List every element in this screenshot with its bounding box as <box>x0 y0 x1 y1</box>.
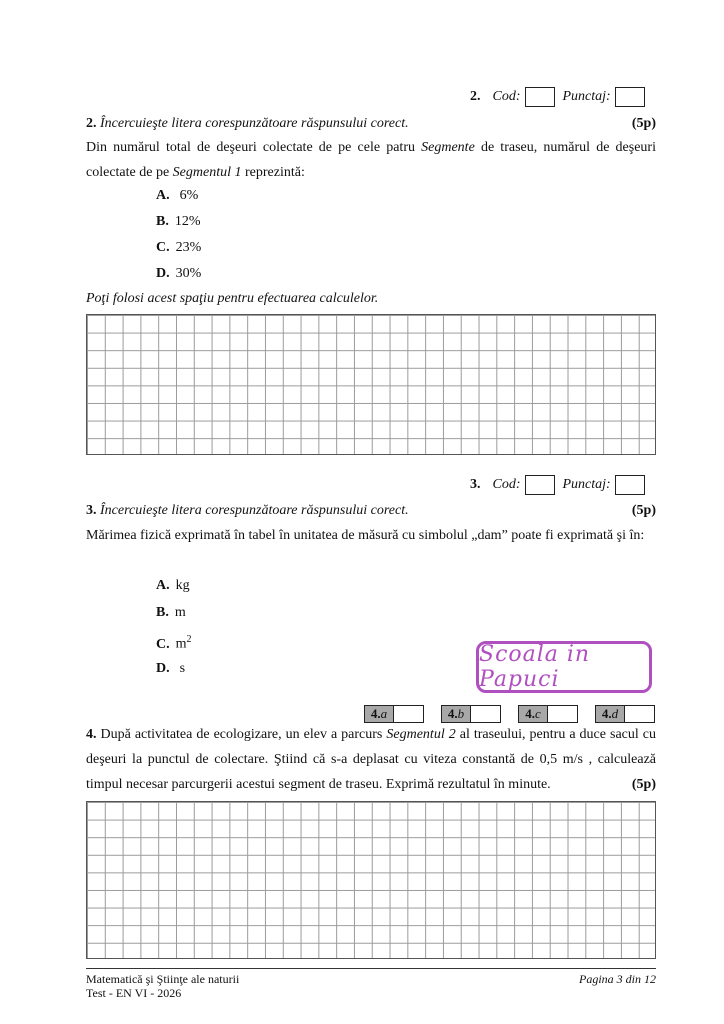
q3-instruction: Încercuieşte litera corespunzătoare răspunsului corect. <box>100 503 409 518</box>
punctaj-label: Punctaj: <box>562 89 611 104</box>
q3-option-b[interactable]: B. m <box>156 605 186 620</box>
q2-instruction: Încercuieşte litera corespunzătoare răspunsului corect. <box>100 116 409 131</box>
q3-code-bar <box>470 475 645 495</box>
watermark-stamp: Scoala in Papuci <box>476 641 652 693</box>
footer-test-name: Test - EN VI - 2026 <box>86 986 182 1000</box>
q2-option-a[interactable]: A. 6% <box>156 188 199 203</box>
q4a-score-tag[interactable]: 4. a <box>364 705 424 723</box>
q4-text: 4. După activitatea de ecologizare, un elev a parcurs Segmentul 2 al traseului, pentru a duce sacul cu deşeuri la punctul de colectare. Ştiind că s-a deplasat cu viteza constantă de 0,5 m/s , calculează timpul necesar parcurgerii acestui segment de traseu. Exprimă rezultatul în minute. (5p) <box>86 727 657 792</box>
punctaj-label: Punctaj: <box>562 477 611 492</box>
q3-option-a[interactable]: A. kg <box>156 578 190 593</box>
cod-box[interactable] <box>525 475 555 495</box>
q3-option-c[interactable]: C. $m^2$ <box>156 634 192 652</box>
q4d-score-tag[interactable]: 4. d <box>595 705 655 723</box>
q3-text: Mărimea fizică exprimată în tabel în unitatea de măsură cu simbolul „dam” poate fi exprimată şi în: <box>86 528 645 543</box>
q3-number: 3. <box>470 477 481 492</box>
punctaj-box[interactable] <box>615 87 645 107</box>
punctaj-box[interactable] <box>615 475 645 495</box>
q4b-score-tag[interactable]: 4. b <box>441 705 501 723</box>
q2-points: (5p) <box>631 116 656 131</box>
q3-points: (5p) <box>631 503 656 518</box>
q2-header: 2. Încercuieşte litera corespunzătoare răspunsului corect. (5p) <box>86 116 656 131</box>
page-footer <box>86 968 656 1000</box>
footer-page-number: Pagina 3 din 12 <box>579 972 656 986</box>
q2-number: 2. <box>470 89 481 104</box>
cod-label: Cod: <box>492 89 521 104</box>
footer-subject: Matematică şi Ştiinţe ale naturii <box>86 972 240 986</box>
q2-workspace-label: Poţi folosi acest spaţiu pentru efectuarea calculelor. <box>86 291 379 306</box>
q3-header: 3. Încercuieşte litera corespunzătoare răspunsului corect. (5p) <box>86 503 656 518</box>
q2-option-b[interactable]: B. 12% <box>156 214 201 229</box>
q2-text: Din numărul total de deşeuri colectate de pe cele patru Segmente de traseu, numărul de deşeuri colectate de pe Segmentul 1 reprezintă: <box>86 140 656 180</box>
q4-calculation-grid[interactable] <box>86 801 656 959</box>
cod-box[interactable] <box>525 87 555 107</box>
q3-option-d[interactable]: D. s <box>156 661 186 676</box>
q2-option-c[interactable]: C. 23% <box>156 240 202 255</box>
q4c-score-tag[interactable]: 4. c <box>518 705 578 723</box>
cod-label: Cod: <box>492 477 521 492</box>
q2-code-bar <box>470 87 645 107</box>
q2-calculation-grid[interactable] <box>86 314 656 455</box>
q2-option-d[interactable]: D. 30% <box>156 266 202 281</box>
